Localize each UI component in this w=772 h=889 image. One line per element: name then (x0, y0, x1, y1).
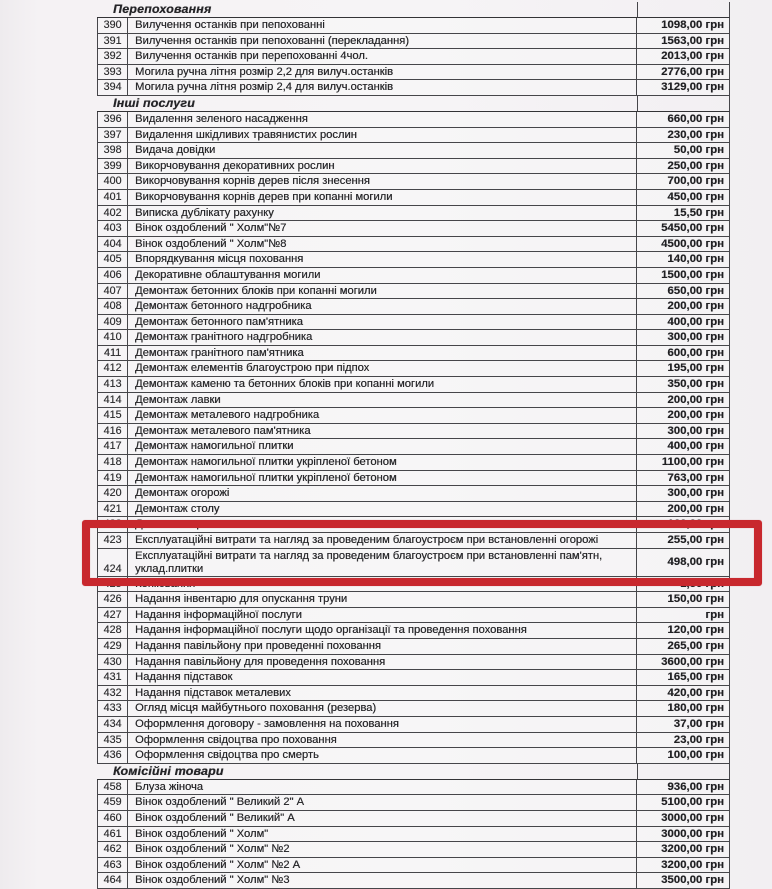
price-cell: 2013,00 грн (637, 49, 730, 65)
service-name-cell: Демонтаж столу (128, 502, 637, 518)
row-number-cell: 436 (97, 748, 128, 764)
table-row (97, 190, 730, 206)
service-name-cell: Вінок оздоблений " Холм" №2 А (128, 858, 637, 874)
service-name-cell: Вилучення останків при перепохованні 4чол. (128, 49, 637, 65)
service-name-cell: Демонтаж намогильної плитки укріпленої бетоном (128, 471, 637, 487)
price-cell: 250,00 грн (637, 159, 730, 175)
price-list-table (97, 2, 730, 889)
table-row (97, 780, 730, 796)
table-row (97, 486, 730, 502)
service-name-cell: Видача довідки (128, 143, 637, 159)
row-number-cell: 394 (97, 80, 128, 96)
service-name-cell: Демонтаж лавки (128, 393, 637, 409)
row-number-cell: 435 (97, 733, 128, 749)
service-name-cell: Вінок оздоблений " Холм"№8 (128, 237, 637, 253)
row-number-cell: 458 (97, 780, 128, 796)
service-name-cell: Надання інвентарю для опускання труни (128, 592, 637, 608)
table-row (97, 408, 730, 424)
table-row (97, 608, 730, 624)
row-number-cell: 405 (97, 252, 128, 268)
table-row (97, 143, 730, 159)
price-cell: 255,00 грн (637, 533, 730, 549)
table-row (97, 393, 730, 409)
row-number-cell: 418 (97, 455, 128, 471)
row-number-cell: 426 (97, 592, 128, 608)
table-row (97, 80, 730, 96)
table-row (97, 424, 730, 440)
row-number-cell: 464 (97, 873, 128, 889)
service-name-cell: Вінок оздоблений " Великий 2" А (128, 795, 637, 811)
row-number-cell: 412 (97, 361, 128, 377)
row-number-cell: 461 (97, 827, 128, 843)
row-number-cell: 423 (97, 533, 128, 549)
service-name-cell: Надання інформаційної послуги щодо організації та проведення поховання (128, 623, 637, 639)
table-row (97, 346, 730, 362)
table-row (97, 502, 730, 518)
service-name-cell: Вінок оздоблений " Холм" (128, 827, 637, 843)
table-row (97, 623, 730, 639)
table-row (97, 858, 730, 874)
price-cell: 400,00 грн (637, 315, 730, 331)
price-cell: 50,00 грн (637, 143, 730, 159)
price-cell: 1,50 грн (637, 577, 730, 593)
table-row (97, 701, 730, 717)
table-row (97, 670, 730, 686)
table-row (97, 112, 730, 128)
service-name-cell: Могила ручна літня розмір 2,2 для вилуч.останків (128, 65, 637, 81)
service-name-cell: Демонтаж металевого пам'ятника (128, 424, 637, 440)
service-name-cell: Демонтаж намогильної плитки (128, 439, 637, 455)
service-name-cell: Оформлення свідоцтва про смерть (128, 748, 637, 764)
price-cell: 3000,00 грн (637, 811, 730, 827)
service-name-cell: Впорядкування місця поховання (128, 252, 637, 268)
price-cell: 3000,00 грн (637, 827, 730, 843)
price-cell: 600,00 грн (637, 346, 730, 362)
price-cell: 450,00 грн (637, 190, 730, 206)
service-name-cell: Блуза жіноча (128, 780, 637, 796)
price-cell: грн (637, 608, 730, 624)
row-number-cell: 415 (97, 408, 128, 424)
service-name-cell: Викорчовування корнів дерев після знесення (128, 174, 637, 190)
service-name-cell: Надання інформаційної послуги (128, 608, 637, 624)
price-cell: 200,00 грн (637, 408, 730, 424)
table-row (97, 361, 730, 377)
row-number-cell: 420 (97, 486, 128, 502)
row-number-cell: 402 (97, 206, 128, 222)
row-number-cell: 408 (97, 299, 128, 315)
service-name-cell: Демонтаж бетонних блоків при копанні могили (128, 284, 637, 300)
service-name-cell: Надання підставок (128, 670, 637, 686)
row-number-cell: 416 (97, 424, 128, 440)
table-row (97, 128, 730, 144)
section (97, 764, 730, 889)
service-name-cell: Могила ручна літня розмір 2,4 для вилуч.останків (128, 80, 637, 96)
table-row (97, 592, 730, 608)
section-title: Перепоховання (97, 2, 637, 18)
price-cell: 200,00 грн (637, 299, 730, 315)
price-cell: 1100,00 грн (637, 455, 730, 471)
row-number-cell: 421 (97, 502, 128, 518)
table-row (97, 18, 730, 34)
price-cell: 300,00 грн (637, 486, 730, 502)
row-number-cell: 463 (97, 858, 128, 874)
row-number-cell: 419 (97, 471, 128, 487)
table-row (97, 842, 730, 858)
section-title: Комісійні товари (97, 764, 637, 780)
price-cell: 300,00 грн (637, 330, 730, 346)
row-number-cell: 392 (97, 49, 128, 65)
price-cell: 300,00 грн (637, 424, 730, 440)
service-name-cell: Демонтаж намогильної плитки укріпленої бетоном (128, 455, 637, 471)
table-row (97, 733, 730, 749)
service-name-cell: Вилучення останків при пепохованні (перекладання) (128, 34, 637, 50)
section-header-price-cell (637, 764, 730, 780)
service-name-cell: Експлуатаційні витрати та нагляд за проведеним благоустроєм при встановленні огорожі (128, 533, 637, 549)
section-header-row (97, 764, 730, 780)
service-name-cell: Надання павільйону при проведенні поховання (128, 639, 637, 655)
price-cell: 160,00 грн (637, 517, 730, 533)
price-cell: 650,00 грн (637, 284, 730, 300)
service-name-cell: Демонтаж огорожі (128, 486, 637, 502)
table-row (97, 252, 730, 268)
table-row (97, 34, 730, 50)
price-cell: 3200,00 грн (637, 858, 730, 874)
row-number-cell: 417 (97, 439, 128, 455)
table-row (97, 284, 730, 300)
price-cell: 1563,00 грн (637, 34, 730, 50)
row-number-cell: 393 (97, 65, 128, 81)
section (97, 96, 730, 764)
row-number-cell: 434 (97, 717, 128, 733)
table-row (97, 330, 730, 346)
price-cell: 230,00 грн (637, 128, 730, 144)
price-cell: 120,00 грн (637, 623, 730, 639)
price-cell: 660,00 грн (637, 112, 730, 128)
row-number-cell: 429 (97, 639, 128, 655)
table-row (97, 639, 730, 655)
price-cell: 15,50 грн (637, 206, 730, 222)
service-name-cell: Копіювання (128, 577, 637, 593)
service-name-cell: Оформлення свідоцтва про поховання (128, 733, 637, 749)
service-name-cell: Декоративне облаштування могили (128, 268, 637, 284)
table-row (97, 717, 730, 733)
price-cell: 150,00 грн (637, 592, 730, 608)
price-cell: 23,00 грн (637, 733, 730, 749)
row-number-cell: 400 (97, 174, 128, 190)
service-name-cell: Викорчовування декоративних рослин (128, 159, 637, 175)
price-cell: 1098,00 грн (637, 18, 730, 34)
price-cell: 3129,00 грн (637, 80, 730, 96)
table-row (97, 748, 730, 764)
price-cell: 100,00 грн (637, 748, 730, 764)
price-cell: 700,00 грн (637, 174, 730, 190)
row-number-cell: 460 (97, 811, 128, 827)
table-row (97, 471, 730, 487)
row-number-cell: 459 (97, 795, 128, 811)
table-row (97, 315, 730, 331)
row-number-cell: 401 (97, 190, 128, 206)
table-row (97, 377, 730, 393)
service-name-cell: Вінок оздоблений " Холм" №3 (128, 873, 637, 889)
section-title: Інші послуги (97, 96, 637, 112)
price-cell: 936,00 грн (637, 780, 730, 796)
row-number-cell: 414 (97, 393, 128, 409)
table-row (97, 811, 730, 827)
table-row (97, 237, 730, 253)
table-row (97, 455, 730, 471)
service-name-cell: Експлуатаційні витрати та нагляд за проведеним благоустроєм при встановленні пам'ятн, уклад.плитки (128, 549, 637, 577)
table-row (97, 795, 730, 811)
price-cell: 195,00 грн (637, 361, 730, 377)
row-number-cell: 403 (97, 221, 128, 237)
price-cell: 200,00 грн (637, 502, 730, 518)
table-row (97, 49, 730, 65)
service-name-cell: Видалення зеленого насадження (128, 112, 637, 128)
row-number-cell: 409 (97, 315, 128, 331)
section-header-price-cell (637, 96, 730, 112)
service-name-cell: Демонтаж гранітного надгробника (128, 330, 637, 346)
price-cell: 498,00 грн (637, 549, 730, 577)
table-row (97, 577, 730, 593)
service-name-cell: Викорчовування корнів дерев при копанні могили (128, 190, 637, 206)
service-name-cell: Огляд місця майбутнього поховання (резерва) (128, 701, 637, 717)
table-row (97, 686, 730, 702)
row-number-cell: 390 (97, 18, 128, 34)
row-number-cell: 431 (97, 670, 128, 686)
service-name-cell: Оформлення договору - замовлення на поховання (128, 717, 637, 733)
price-cell: 5450,00 грн (637, 221, 730, 237)
service-name-cell: Надання підставок металевих (128, 686, 637, 702)
row-number-cell: 406 (97, 268, 128, 284)
table-row (97, 65, 730, 81)
section (97, 2, 730, 96)
row-number-cell: 399 (97, 159, 128, 175)
row-number-cell: 391 (97, 34, 128, 50)
section-header-row (97, 2, 730, 18)
service-name-cell: Демонтаж елементів благоустрою при підпох (128, 361, 637, 377)
price-cell: 350,00 грн (637, 377, 730, 393)
service-name-cell: Вінок оздоблений " Великий" А (128, 811, 637, 827)
row-number-cell: 397 (97, 128, 128, 144)
service-name-cell: Видалення шкідливих травянистих рослин (128, 128, 637, 144)
price-cell: 4500,00 грн (637, 237, 730, 253)
row-number-cell: 398 (97, 143, 128, 159)
table-row (97, 174, 730, 190)
price-cell: 165,00 грн (637, 670, 730, 686)
price-cell: 200,00 грн (637, 393, 730, 409)
row-number-cell: 396 (97, 112, 128, 128)
table-row (97, 206, 730, 222)
price-cell: 3200,00 грн (637, 842, 730, 858)
table-row (97, 221, 730, 237)
row-number-cell: 404 (97, 237, 128, 253)
row-number-cell: 411 (97, 346, 128, 362)
table-row (97, 827, 730, 843)
price-cell: 180,00 грн (637, 701, 730, 717)
row-number-cell: 422 (97, 517, 128, 533)
table-row (97, 517, 730, 533)
price-cell: 37,00 грн (637, 717, 730, 733)
row-number-cell: 413 (97, 377, 128, 393)
section-header-row (97, 96, 730, 112)
service-name-cell: Демонтаж каменю та бетонних блоків при копанні могили (128, 377, 637, 393)
row-number-cell: 425 (97, 577, 128, 593)
table-row (97, 299, 730, 315)
row-number-cell: 462 (97, 842, 128, 858)
price-cell: 400,00 грн (637, 439, 730, 455)
row-number-cell: 410 (97, 330, 128, 346)
table-row (97, 549, 730, 577)
service-name-cell: Демонтаж бетонного пам'ятника (128, 315, 637, 331)
row-number-cell: 428 (97, 623, 128, 639)
service-name-cell: Надання павільйону для проведення поховання (128, 655, 637, 671)
row-number-cell: 427 (97, 608, 128, 624)
table-row (97, 873, 730, 889)
row-number-cell: 430 (97, 655, 128, 671)
price-cell: 140,00 грн (637, 252, 730, 268)
section-header-price-cell (637, 2, 730, 18)
service-name-cell: Вінок оздоблений " Холм" №2 (128, 842, 637, 858)
price-cell: 265,00 грн (637, 639, 730, 655)
row-number-cell: 433 (97, 701, 128, 717)
service-name-cell: Вінок оздоблений " Холм"№7 (128, 221, 637, 237)
price-cell: 420,00 грн (637, 686, 730, 702)
service-name-cell: Демонтаж гранітного пам'ятника (128, 346, 637, 362)
table-row (97, 159, 730, 175)
row-number-cell: 407 (97, 284, 128, 300)
price-cell: 3600,00 грн (637, 655, 730, 671)
service-name-cell: Вилучення останків при пепохованні (128, 18, 637, 34)
row-number-cell: 432 (97, 686, 128, 702)
price-cell: 3500,00 грн (637, 873, 730, 889)
row-number-cell: 424 (97, 549, 128, 577)
table-row (97, 533, 730, 549)
service-name-cell: Демонтаж хреста намогильного (128, 517, 637, 533)
price-cell: 763,00 грн (637, 471, 730, 487)
price-cell: 2776,00 грн (637, 65, 730, 81)
table-row (97, 655, 730, 671)
price-cell: 5100,00 грн (637, 795, 730, 811)
service-name-cell: Демонтаж металевого надгробника (128, 408, 637, 424)
service-name-cell: Демонтаж бетонного надгробника (128, 299, 637, 315)
service-name-cell: Виписка дублікату рахунку (128, 206, 637, 222)
price-cell: 1500,00 грн (637, 268, 730, 284)
table-row (97, 268, 730, 284)
table-row (97, 439, 730, 455)
